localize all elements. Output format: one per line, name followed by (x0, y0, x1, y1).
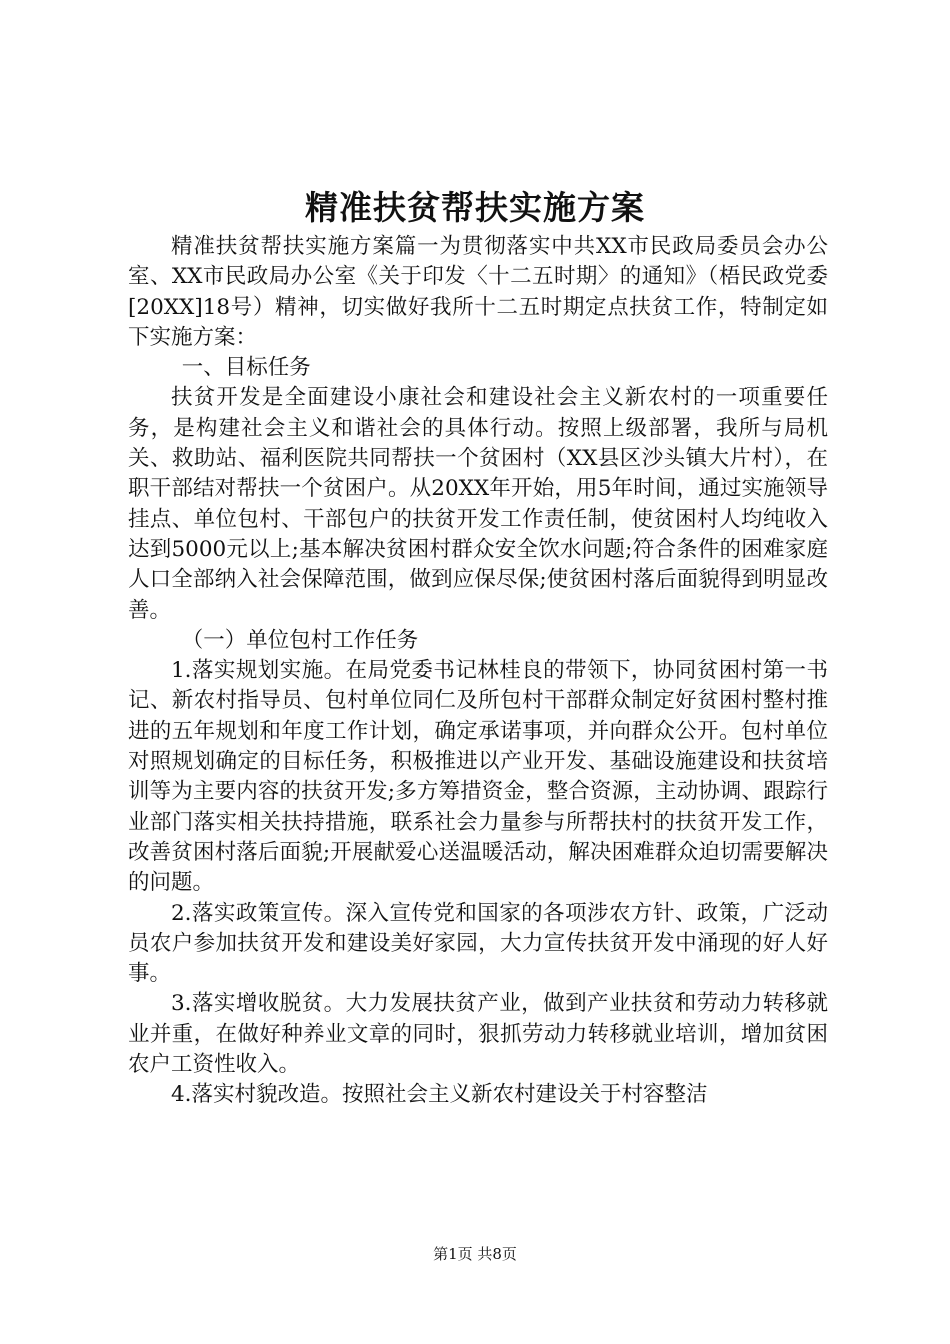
document-body (128, 232, 828, 1111)
paragraph-intro: 精准扶贫帮扶实施方案篇一为贯彻落实中共XX市民政局委员会办公室、XX市民政局办公室《关于印发〈十二五时期〉的通知》（梧民政党委[20XX]18号）精神，切实做好我所十二五时期定点扶贫工作，特制定如下实施方案： (128, 234, 828, 350)
paragraph-item-4: 4.落实村貌改造。按照社会主义新农村建设关于村容整洁 (171, 1082, 708, 1108)
page-footer: 第1页 共8页 (433, 1245, 517, 1263)
section-heading-goals: 一、目标任务 (181, 355, 311, 381)
paragraph-goals: 扶贫开发是全面建设小康社会和建设社会主义新农村的一项重要任务，是构建社会主义和谐社会的具体行动。按照上级部署，我所与局机关、救助站、福利医院共同帮扶一个贫困村（XX县区沙头镇大片村），在职干部结对帮扶一个贫困户。从20XX年开始，用5年时间，通过实施领导挂点、单位包村、干部包户的扶贫开发工作责任制，使贫困村人均纯收入达到5000元以上;基本解决贫困村群众安全饮水问题;符合条件的困难家庭人口全部纳入社会保障范围，做到应保尽保;使贫困村落后面貌得到明显改善。 (128, 385, 828, 623)
paragraph-item-1: 1.落实规划实施。在局党委书记林桂良的带领下，协同贫困村第一书记、新农村指导员、包村单位同仁及所包村干部群众制定好贫困村整村推进的五年规划和年度工作计划，确定承诺事项，并向群众公开。包村单位对照规划确定的目标任务，积极推进以产业开发、基础设施建设和扶贫培训等为主要内容的扶贫开发;多方筹措资金，整合资源，主动协调、跟踪行业部门落实相关扶持措施，联系社会力量参与所帮扶村的扶贫开发工作，改善贫困村落后面貌;开展献爱心送温暖活动，解决困难群众迫切需要解决的问题。 (128, 658, 828, 896)
paragraph-item-3: 3.落实增收脱贫。大力发展扶贫产业，做到产业扶贫和劳动力转移就业并重，在做好种养业文章的同时，狠抓劳动力转移就业培训，增加贫困农户工资性收入。 (128, 991, 828, 1078)
document-title: 精准扶贫帮扶实施方案 (305, 188, 645, 227)
paragraph-item-2: 2.落实政策宣传。深入宣传党和国家的各项涉农方针、政策，广泛动员农户参加扶贫开发和建设美好家园，大力宣传扶贫开发中涌现的好人好事。 (128, 900, 828, 987)
subsection-heading-unit-tasks: （一）单位包村工作任务 (181, 627, 419, 653)
